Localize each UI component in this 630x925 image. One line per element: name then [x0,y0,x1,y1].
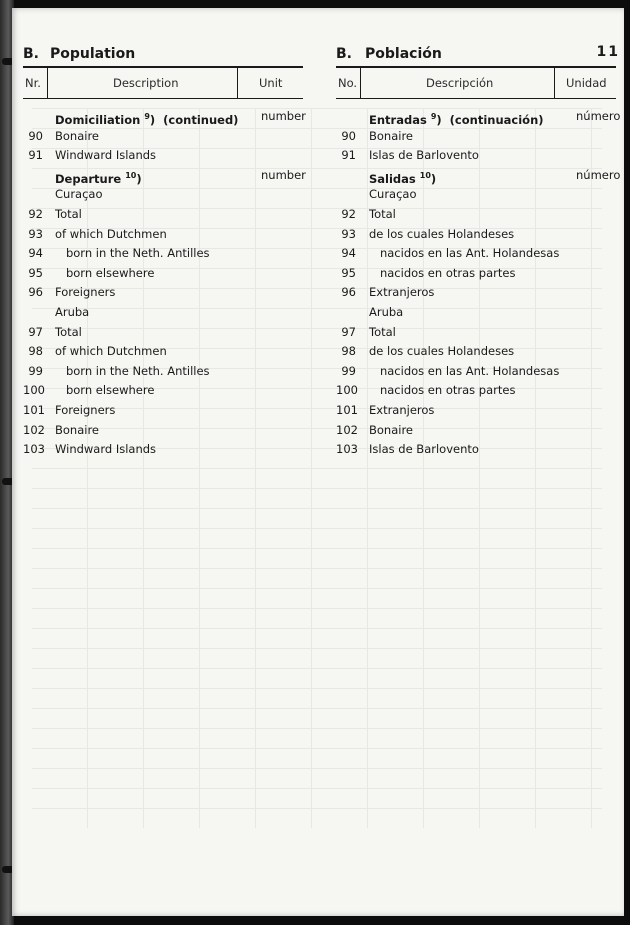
row-description: Departure $^{10}$) [55,170,142,186]
row-description: Extranjeros [369,402,435,417]
table-row [336,323,616,343]
row-description: Foreigners [55,402,116,417]
row-description: Bonaire [369,422,414,437]
table-row [336,283,616,303]
table-row [336,146,616,166]
section-letter: B. [336,46,352,62]
row-number: 92 [341,206,356,221]
row-description: born elsewhere [55,265,155,280]
table-row [23,381,303,401]
row-number: 102 [23,422,45,437]
header-description: Description [113,76,179,90]
section-heading [23,38,303,62]
row-number: 91 [28,148,43,163]
row-number: 97 [341,324,356,339]
row-number: 98 [28,344,43,359]
row-number: 102 [336,422,358,437]
table-row [23,146,303,166]
row-list [23,107,306,460]
table-row [336,107,621,127]
table-row [23,342,303,362]
table-row [23,127,303,147]
table-row [23,166,306,186]
row-number: 92 [28,206,43,221]
row-description: Windward Islands [55,442,157,457]
section-title: Población [365,46,442,62]
row-unit: number [261,109,306,123]
page-number: 11 [596,44,620,60]
table-row [23,401,303,421]
row-number: 100 [23,383,45,398]
row-description: born in the Neth. Antilles [55,246,210,261]
row-number: 93 [28,226,43,241]
row-description: de los cuales Holandeses [369,226,515,241]
table-row [23,244,303,264]
row-unit: número [576,109,621,123]
row-description: Total [369,206,396,221]
row-number: 99 [341,363,356,378]
row-number: 98 [341,344,356,359]
table-row [336,244,616,264]
table-row [336,303,616,323]
row-description: Islas de Barlovento [369,442,479,457]
table-row [23,107,306,127]
spanish-column [336,38,621,460]
row-number: 103 [23,442,45,457]
row-number: 95 [28,265,43,280]
table-header [23,66,303,99]
table-row [23,440,303,460]
row-number: 94 [28,246,43,261]
table-row [336,381,616,401]
row-number: 101 [336,402,358,417]
row-description: born in the Neth. Antilles [55,363,210,378]
row-number: 96 [341,285,356,300]
row-description: Aruba [55,304,90,319]
table-row [336,185,616,205]
table-row [336,440,616,460]
table-row [23,362,303,382]
table-row [336,127,616,147]
row-description: of which Dutchmen [55,344,167,359]
row-description: Curaçao [55,187,103,202]
row-description: nacidos en las Ant. Holandesas [369,363,560,378]
row-description: nacidos en otras partes [369,383,516,398]
row-description: Foreigners [55,285,116,300]
header-unit: Unit [259,76,283,90]
row-number: 93 [341,226,356,241]
row-list [336,107,621,460]
table-row [23,185,303,205]
row-description: nacidos en otras partes [369,265,516,280]
row-description: Aruba [369,304,404,319]
row-number: 90 [341,128,356,143]
row-number: 95 [341,265,356,280]
row-description: Islas de Barlovento [369,148,479,163]
row-description: Salidas $^{10}$) [369,170,437,186]
section-heading [336,38,616,62]
table-row [23,303,303,323]
table-row [23,205,303,225]
header-nr: Nr. [25,76,41,90]
table-row [23,323,303,343]
table-header [336,66,616,99]
row-description: Curaçao [369,187,417,202]
row-number: 103 [336,442,358,457]
row-description: Entradas $^9$) (continuación) [369,112,544,127]
header-description: Descripción [426,76,494,90]
table-row [336,166,621,186]
table-row [23,283,303,303]
table-row [23,421,303,441]
header-unit: Unidad [566,76,607,90]
row-description: Bonaire [55,422,100,437]
row-description: Bonaire [55,128,100,143]
header-nr: No. [338,76,358,90]
row-description: Bonaire [369,128,414,143]
row-description: Windward Islands [55,148,157,163]
table-row [336,362,616,382]
row-number: 97 [28,324,43,339]
table-row [336,225,616,245]
section-title: Population [50,46,136,62]
row-description: of which Dutchmen [55,226,167,241]
row-unit: número [576,167,621,182]
section-letter: B. [23,46,39,62]
row-description: de los cuales Holandeses [369,344,515,359]
row-number: 90 [28,128,43,143]
row-unit: number [261,167,306,182]
table-row [23,225,303,245]
table-row [336,401,616,421]
row-number: 99 [28,363,43,378]
row-number: 100 [336,383,358,398]
table-row [336,342,616,362]
row-description: Domiciliation $^9$) (continued) [55,112,239,127]
table-row [23,264,303,284]
table-row [336,264,616,284]
row-description: Total [369,324,396,339]
table-row [336,421,616,441]
row-description: born elsewhere [55,383,155,398]
row-description: nacidos en las Ant. Holandesas [369,246,560,261]
row-number: 91 [341,148,356,163]
table-row [336,205,616,225]
english-column [23,38,306,460]
row-number: 94 [341,246,356,261]
row-description: Extranjeros [369,285,435,300]
row-description: Total [55,324,82,339]
row-description: Total [55,206,82,221]
row-number: 96 [28,285,43,300]
row-number: 101 [23,402,45,417]
